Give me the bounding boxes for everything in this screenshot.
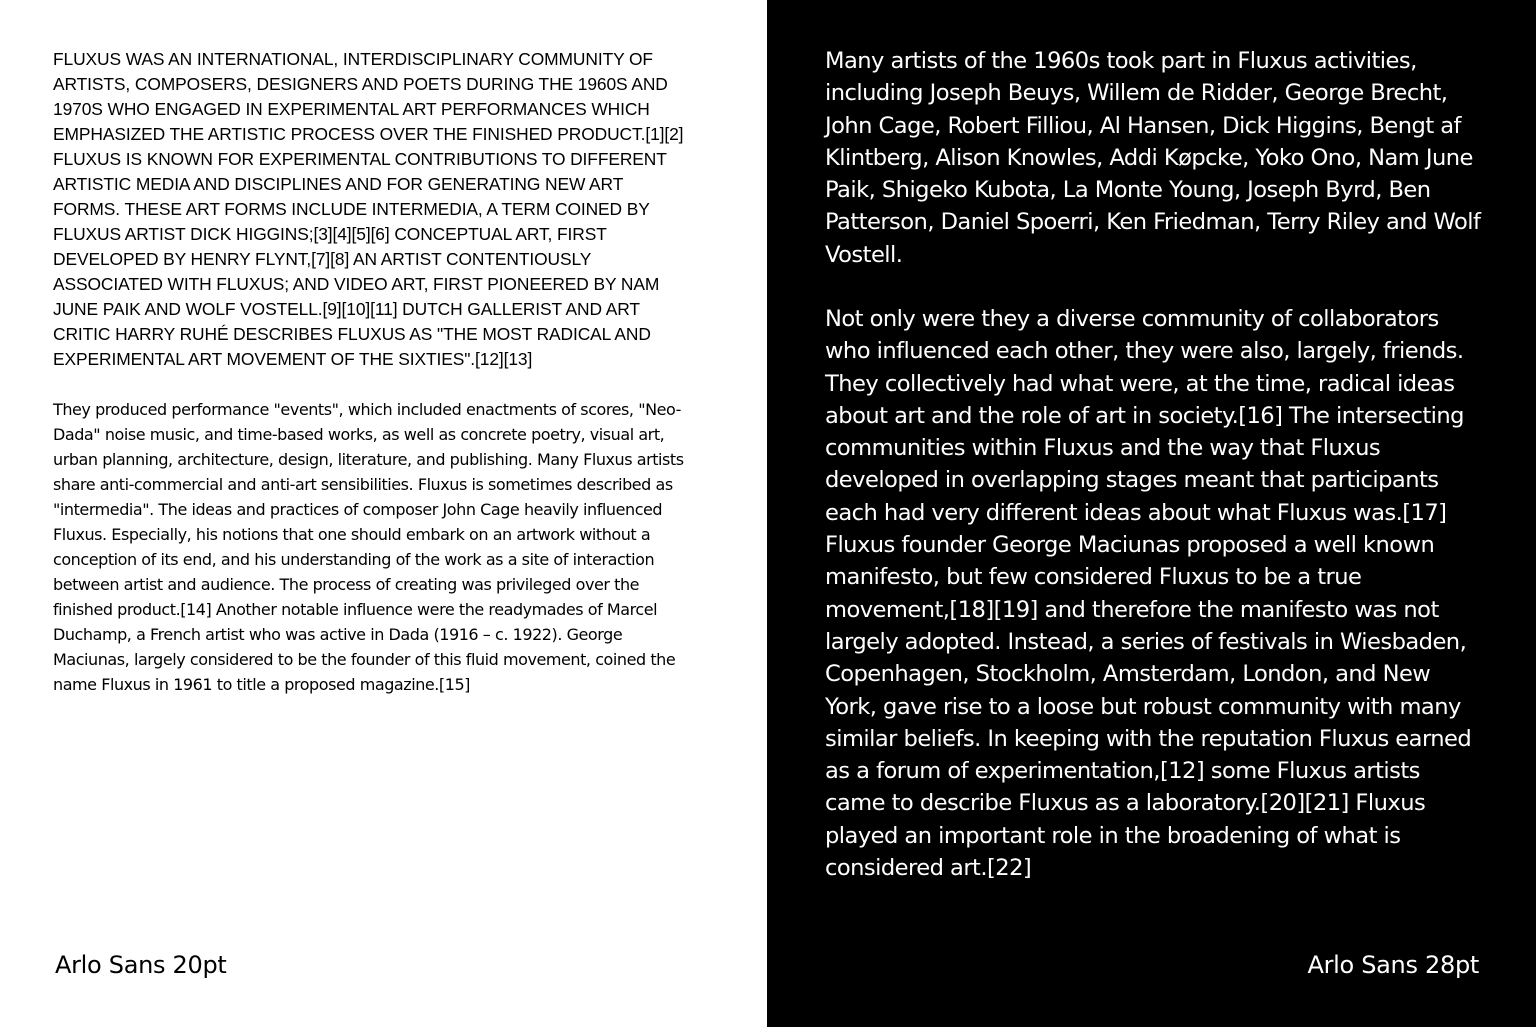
right-panel-dark xyxy=(767,0,1536,1027)
font-size-caption-28pt: Arlo Sans 28pt xyxy=(1307,951,1479,979)
uppercase-paragraph: FLUXUS WAS AN INTERNATIONAL, INTERDISCIPLINARY COMMUNITY OF ARTISTS, COMPOSERS, DESIGNERS AND POETS DURING THE 1960S AND 1970S WHO ENGAGED IN EXPERIMENTAL ART PERFORMANCES WHICH EMPHASIZED THE ARTISTIC PROCESS OVER THE FINISHED PRODUCT.[1][2] FLUXUS IS KNOWN FOR EXPERIMENTAL CONTRIBUTIONS TO DIFFERENT ARTISTIC MEDIA AND DISCIPLINES AND FOR GENERATING NEW ART FORMS. THESE ART FORMS INCLUDE INTERMEDIA, A TERM COINED BY FLUXUS ARTIST DICK HIGGINS;[3][4][5][6] CONCEPTUAL ART, FIRST DEVELOPED BY HENRY FLYNT,[7][8] AN ARTIST CONTENTIOUSLY ASSOCIATED WITH FLUXUS; AND VIDEO ART, FIRST PIONEERED BY NAM JUNE PAIK AND WOLF VOSTELL.[9][10][11] DUTCH GALLERIST AND ART CRITIC HARRY RUHÉ DESCRIBES FLUXUS AS "THE MOST RADICAL AND EXPERIMENTAL ART MOVEMENT OF THE SIXTIES".[12][13] xyxy=(53,49,684,369)
body-paragraph-28pt-second: Not only were they a diverse community of collaborators who influenced each other, they were also, largely, friends. They collectively had what were, at the time, radical ideas about art and the role of art in society.[16] The intersecting communities within Fluxus and the way that Fluxus developed in overlapping stages meant that participants each had very different ideas about what Fluxus was.[17] Fluxus founder George Maciunas proposed a well known manifesto, but few considered Fluxus to be a true movement,[18][19] and therefore the manifesto was not largely adopted. Instead, a series of festivals in Wiesbaden, Copenhagen, Stockholm, Amsterdam, London, and New York, gave rise to a loose but robust community with many similar beliefs. In keeping with the reputation Fluxus earned as a forum of experimentation,[12] some Fluxus artists came to describe Fluxus as a laboratory.[20][21] Fluxus played an important role in the broadening of what is considered art.[22] xyxy=(825,306,1472,882)
body-paragraph-20pt: They produced performance "events", which included enactments of scores, "Neo-Dada" noise music, and time-based works, as well as concrete poetry, visual art, urban planning, architecture, design, literature, and publishing. Many Fluxus artists share anti-commercial and anti-art sensibilities. Fluxus is sometimes described as "intermedia". The ideas and practices of composer John Cage heavily influenced Fluxus. Especially, his notions that one should embark on an artwork without a conception of its end, and his understanding of the work as a site of interaction between artist and audience. The process of creating was privileged over the finished product.[14] Another notable influence were the readymades of Marcel Duchamp, a French artist who was active in Dada (1916 – c. 1922). George Maciunas, largely considered to be the founder of this fluid movement, coined the name Fluxus in 1961 to title a proposed magazine.[15] xyxy=(53,400,684,694)
font-size-caption-20pt: Arlo Sans 20pt xyxy=(55,951,227,979)
body-paragraph-28pt-first: Many artists of the 1960s took part in Fluxus activities, including Joseph Beuys, Willem de Ridder, George Brecht, John Cage, Robert Filliou, Al Hansen, Dick Higgins, Bengt af Klintberg, Alison Knowles, Addi Køpcke, Yoko Ono, Nam June Paik, Shigeko Kubota, La Monte Young, Joseph Byrd, Ben Patterson, Daniel Spoerri, Ken Friedman, Terry Riley and Wolf Vostell. xyxy=(825,48,1481,268)
left-panel-light xyxy=(0,0,767,1027)
